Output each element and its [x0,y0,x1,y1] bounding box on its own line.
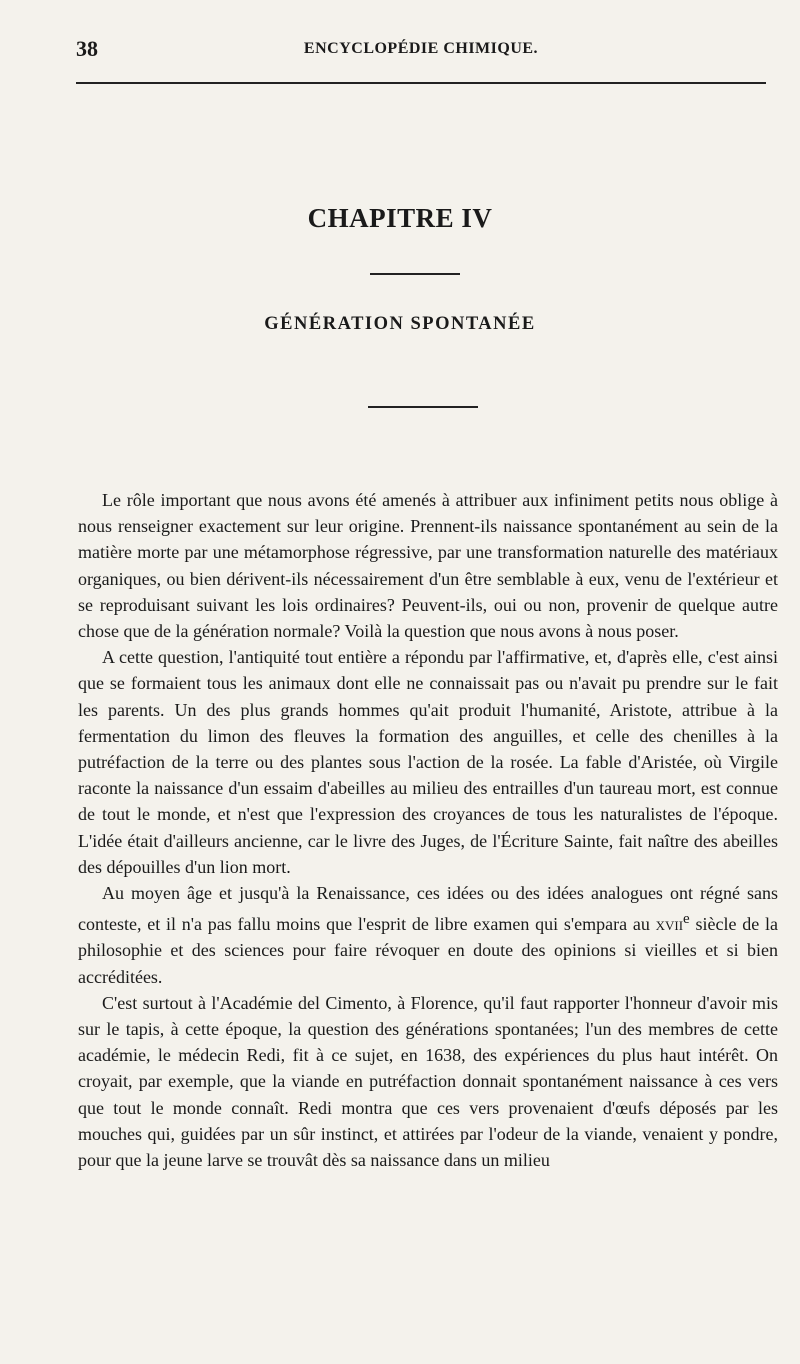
section-title: GÉNÉRATION SPONTANÉE [264,314,536,334]
paragraph: C'est surtout à l'Académie del Cimento, à Florence, qu'il faut rapporter l'honneur d'avoir mis sur le tapis, à cette époque, la question des générations spontanées; l'un des membres de cette académie, le médecin Redi, fit à ce sujet, en 1638, des expériences du plus haut intérêt. On croyait, par exemple, que la viande en putréfaction donnait spontanément naissance à ces vers que tout le monde connaît. Redi montra que ces vers provenaient d'œufs déposés par les mouches qui, guidées par un sûr instinct, et attirées par l'odeur de la viande, venaient y pondre, pour que la jeune larve se trouvât dès sa naissance dans un milieu [78,992,778,1171]
paragraph-text: Au moyen âge et jusqu'à la Renaissance, ces idées ou des idées analogues ont régné sans conteste, et il n'a pas fallu moins que l'esprit de libre examen qui s'empara au [78,883,778,935]
header-rule [76,82,766,84]
paragraph: Le rôle important que nous avons été amenés à attribuer aux infiniment petits nous oblige à nous renseigner exactement sur leur origine. Prennent-ils naissance spontanément au sein de la matière morte par une métamorphose régressive, par une transformation naturelle des matériaux organiques, ou bien dérivent-ils nécessairement d'un être semblable à eux, venu de l'extérieur et se reproduisant suivant les lois ordinaires? Peuvent-ils, oui ou non, provenir de quelque autre chose que de la génération normale? Voilà la question que nous avons à nous poser. [78,490,778,642]
paragraph-text: siècle de la philosophie et des sciences pour faire révoquer en doute des opinions si vieilles et si bien accréditées. [78,914,778,987]
running-head: ENCYCLOPÉDIE CHIMIQUE. [303,40,539,57]
century-suffix: e [683,911,690,928]
chapter-title: CHAPITRE IV [307,203,493,233]
section-divider [368,406,478,408]
body-text [78,487,778,1173]
paragraph [78,880,778,990]
paragraph: A cette question, l'antiquité tout entière a répondu par l'affirmative, et, d'après elle, c'est ainsi que se formaient tous les animaux dont elle ne connaissait pas ou n'avait pu prendre sur le fait les parents. Un des plus grands hommes qu'ait produit l'humanité, Aristote, attribue à la fermentation du limon des fleuves la formation des anguilles, et celle des chenilles à la putréfaction de la terre ou des plantes sous l'action de la rosée. La fable d'Aristée, où Virgile raconte la naissance d'un essaim d'abeilles au milieu des entrailles d'un taureau mort, est connue de tout le monde, et n'est que l'expression des croyances de tous les naturalistes de l'époque. L'idée était d'ailleurs ancienne, car le livre des Juges, de l'Écriture Sainte, fait naître des abeilles des dépouilles d'un lion mort. [78,647,778,877]
page-number: 38 [76,36,98,61]
century-numeral: xvii [655,914,684,935]
chapter-divider [370,273,460,275]
page-header [76,36,766,66]
